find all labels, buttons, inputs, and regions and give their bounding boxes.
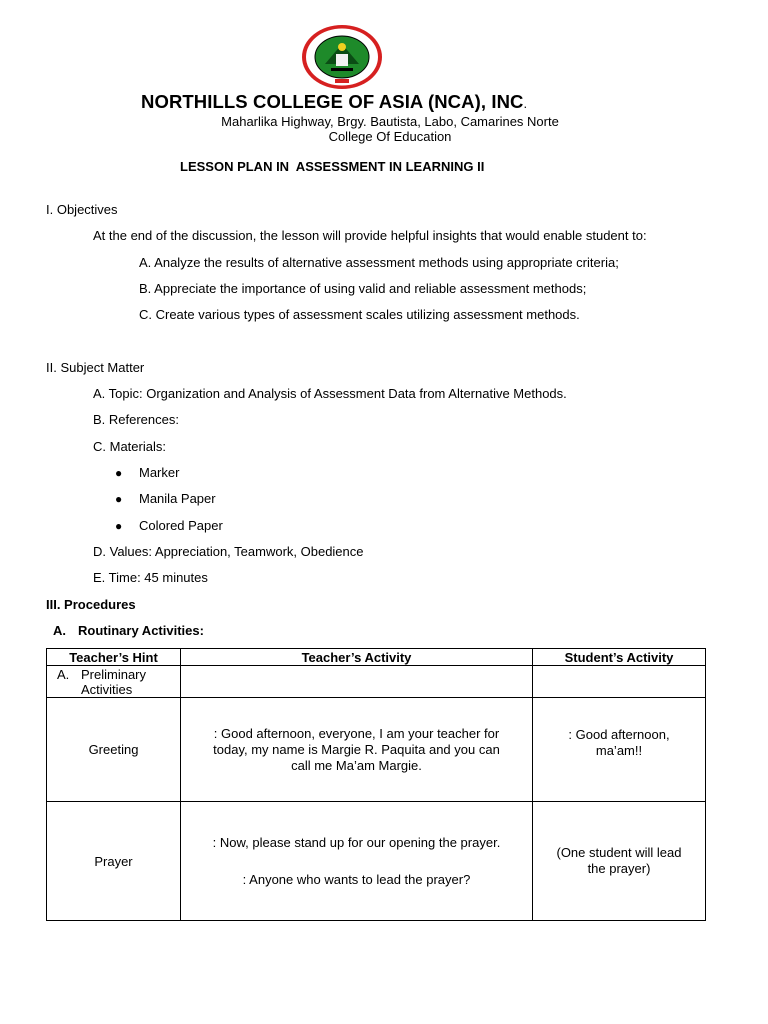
material-item: Colored Paper [139, 518, 223, 533]
college-name: NORTHILLS COLLEGE OF ASIA (NCA), INC. [141, 91, 528, 112]
procedures-heading: III. Procedures [46, 597, 136, 612]
greeting-hint: Greeting [47, 698, 181, 802]
table-cell [181, 666, 533, 698]
objective-item: A. Analyze the results of alternative assessment methods using appropriate criteria; [139, 255, 619, 270]
values: D. Values: Appreciation, Teamwork, Obedience [93, 544, 364, 559]
procedures-table [46, 648, 706, 921]
references: B. References: [93, 412, 179, 427]
table-row [47, 802, 706, 921]
department-name: College Of Education [328, 129, 452, 144]
table-row [47, 698, 706, 802]
material-item: Manila Paper [139, 491, 216, 506]
column-header: Teacher’s Activity [181, 649, 533, 666]
objectives-intro: At the end of the discussion, the lesson will provide helpful insights that would enable student to: [93, 228, 647, 243]
subject-matter-heading: II. Subject Matter [46, 360, 145, 375]
column-header: Student’s Activity [533, 649, 706, 666]
greeting-teacher-activity: : Good afternoon, everyone, I am your teacher for today, my name is Margie R. Paquita and you can call me Ma’am Margie. [181, 698, 533, 802]
objectives-heading: I. Objectives [46, 202, 118, 217]
greeting-student-activity: : Good afternoon, ma’am!! [533, 698, 706, 802]
objective-item: B. Appreciate the importance of using valid and reliable assessment methods; [139, 281, 587, 296]
preliminary-activities-cell: A. Preliminary Activities [47, 666, 181, 698]
bullet-icon: ● [115, 492, 123, 506]
table-row [47, 666, 706, 698]
college-address: Maharlika Highway, Brgy. Bautista, Labo, Camarines Norte [221, 114, 559, 129]
prayer-hint: Prayer [47, 802, 181, 921]
prayer-teacher-activity: : Now, please stand up for our opening the prayer. : Anyone who wants to lead the prayer? [181, 802, 533, 921]
time: E. Time: 45 minutes [93, 570, 208, 585]
college-seal-logo [301, 24, 383, 90]
material-item: Marker [139, 465, 180, 480]
table-header-row [47, 649, 706, 666]
column-header: Teacher’s Hint [47, 649, 181, 666]
lesson-plan-title: LESSON PLAN IN ASSESSMENT IN LEARNING II [180, 159, 485, 174]
table-cell [533, 666, 706, 698]
bullet-icon: ● [115, 519, 123, 533]
bullet-icon: ● [115, 466, 123, 480]
objective-item: C. Create various types of assessment scales utilizing assessment methods. [139, 307, 580, 322]
prayer-student-activity: (One student will lead the prayer) [533, 802, 706, 921]
routinary-heading: A. Routinary Activities: [53, 623, 204, 638]
materials-label: C. Materials: [93, 439, 166, 454]
topic: A. Topic: Organization and Analysis of Assessment Data from Alternative Methods. [93, 386, 567, 401]
